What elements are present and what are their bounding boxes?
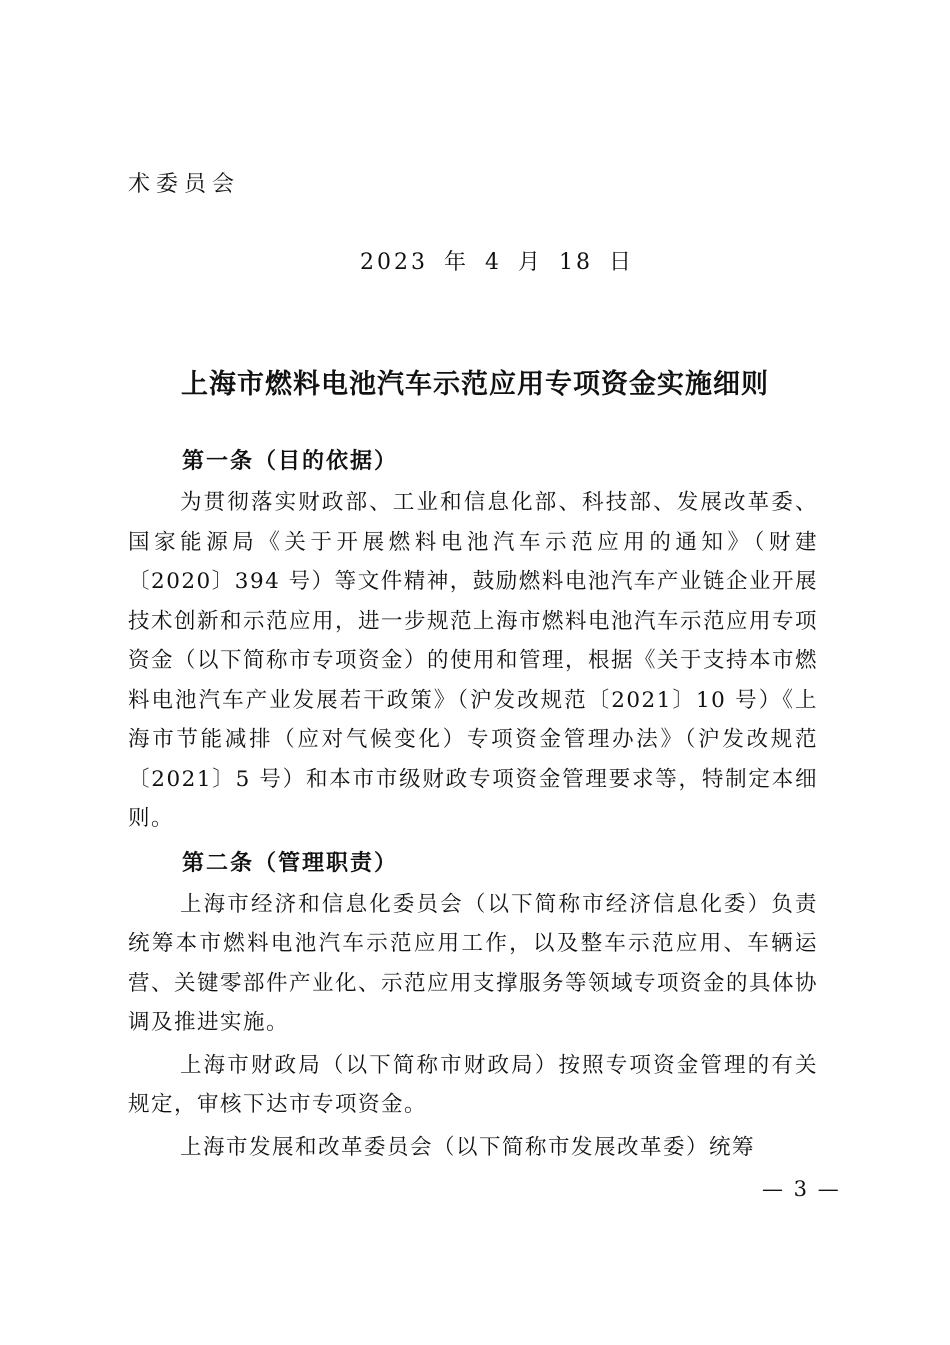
document-body <box>128 440 818 1167</box>
article-2-paragraph-3: 上海市发展和改革委员会（以下简称市发展改革委）统筹 <box>180 1134 756 1160</box>
continued-text: 术委员会 <box>128 172 241 197</box>
article-1-heading: 第一条（目的依据） <box>182 449 399 474</box>
article-2-paragraph-2: 上海市财政局（以下简称市财政局）按照专项资金管理的有关规定，审核下达市专项资金。 <box>128 1052 818 1117</box>
document-date: 2023 年 4 月 18 日 <box>360 250 634 275</box>
article-2-heading: 第二条（管理职责） <box>182 850 399 876</box>
document-title: 上海市燃料电池汽车示范应用专项资金实施细则 <box>181 369 769 400</box>
article-2-paragraph-1: 上海市经济和信息化委员会（以下简称市经济信息化委）负责统筹本市燃料电池汽车示范应用工作，以及整车示范应用、车辆运营、关键零部件产业化、示范应用支撑服务等领域专项资金的具体协调及推进实施。 <box>128 891 819 1035</box>
page-number: — 3 — <box>762 1177 841 1201</box>
article-1-paragraph: 为贯彻落实财政部、工业和信息化部、科技部、发展改革委、国家能源局《关于开展燃料电池汽车示范应用的通知》（财建〔2020〕394 号）等文件精神，鼓励燃料电池汽车产业链企业开展技术创新和示范应用，进一步规范上海市燃料电池汽车示范应用专项资金（以下简称市专项资金）的使用和管理，根据《关于支持本市燃料电池汽车产业发展若干政策》（沪发改规范〔2021〕10 号）《上海市节能减排（应对气候变化）专项资金管理办法》（沪发改规范〔2021〕5 号）和本市市级财政专项资金管理要求等，特制定本细则。 <box>128 490 819 831</box>
